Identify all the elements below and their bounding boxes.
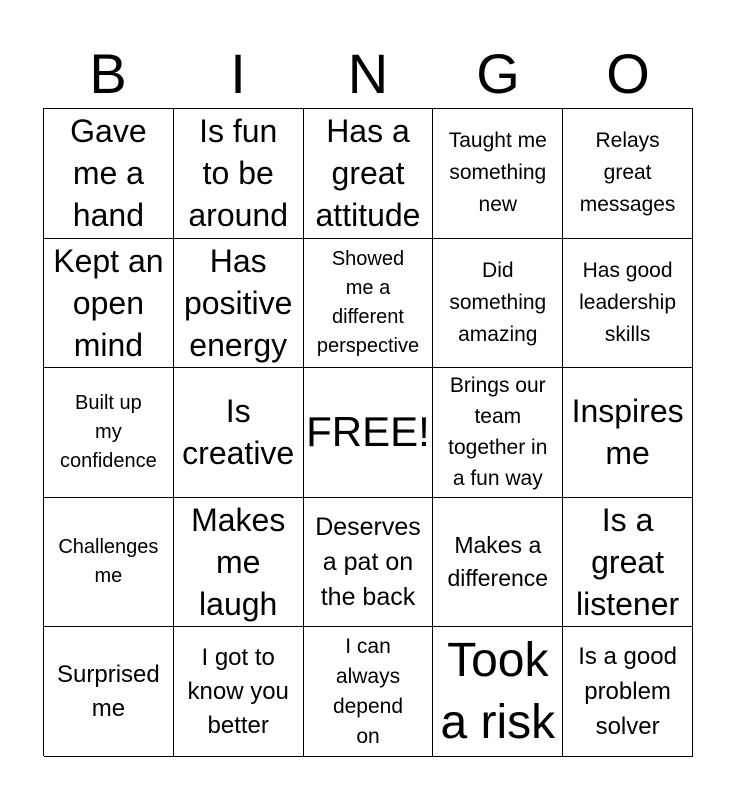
bingo-cell[interactable] xyxy=(563,627,693,757)
board-row xyxy=(44,239,693,369)
header-letter-b: B xyxy=(89,42,127,105)
cell-text: Makes me laugh xyxy=(191,502,286,623)
cell-text: Took a risk xyxy=(440,633,556,749)
cell-text: Deserves a pat on the back xyxy=(315,512,421,611)
cell-text: Is fun to be around xyxy=(188,113,289,234)
bingo-cell[interactable] xyxy=(174,239,304,369)
bingo-cell[interactable] xyxy=(174,109,304,239)
cell-text: Makes a difference xyxy=(447,532,549,592)
bingo-cell[interactable] xyxy=(304,109,434,239)
cell-text: Is a good problem solver xyxy=(578,643,677,741)
bingo-cell[interactable] xyxy=(563,239,693,369)
bingo-cell[interactable] xyxy=(433,498,563,628)
board-row xyxy=(44,368,693,498)
free-space[interactable] xyxy=(304,368,434,498)
bingo-cell[interactable] xyxy=(44,239,174,369)
cell-text: Showed me a different perspective xyxy=(316,247,420,357)
bingo-cell[interactable] xyxy=(563,368,693,498)
bingo-cell[interactable] xyxy=(174,498,304,628)
cell-text: Inspires me xyxy=(571,393,684,472)
cell-text: FREE! xyxy=(306,408,430,456)
board-row xyxy=(44,498,693,628)
bingo-cell[interactable] xyxy=(433,368,563,498)
bingo-cell[interactable] xyxy=(44,109,174,239)
cell-text: Built up my confidence xyxy=(60,391,157,472)
cell-text: I got to know you better xyxy=(187,643,289,739)
cell-text: Is a great listener xyxy=(576,502,680,623)
bingo-cell[interactable] xyxy=(174,627,304,757)
board-row xyxy=(44,109,693,239)
bingo-cell[interactable] xyxy=(563,109,693,239)
bingo-cell[interactable] xyxy=(44,627,174,757)
bingo-cell[interactable] xyxy=(304,498,434,628)
bingo-cell[interactable] xyxy=(174,368,304,498)
bingo-cell[interactable] xyxy=(304,239,434,369)
cell-text: Relays great messages xyxy=(579,129,676,217)
bingo-cell[interactable] xyxy=(563,498,693,628)
cell-text: Surprised me xyxy=(57,660,160,722)
header-letter-n: N xyxy=(347,42,389,105)
cell-text: I can always depend on xyxy=(332,634,404,748)
bingo-cell[interactable] xyxy=(304,627,434,757)
bingo-cell[interactable] xyxy=(433,627,563,757)
cell-text: Did something amazing xyxy=(449,258,547,346)
cell-text: Has good leadership skills xyxy=(579,258,677,346)
bingo-cell[interactable] xyxy=(433,239,563,369)
header-letter-i: I xyxy=(230,42,246,105)
cell-text: Brings our team together in a fun way xyxy=(448,374,548,491)
cell-text: Challenges me xyxy=(58,536,159,588)
cell-text: Gave me a hand xyxy=(70,113,147,234)
cell-text: Taught me something new xyxy=(448,129,547,217)
header-letter-g: G xyxy=(476,42,520,105)
cell-text: Has positive energy xyxy=(183,242,293,363)
board-row xyxy=(44,627,693,757)
cell-text: Is creative xyxy=(182,393,295,472)
bingo-cell[interactable] xyxy=(44,498,174,628)
bingo-header xyxy=(43,40,693,108)
cell-text: Has a great attitude xyxy=(315,113,421,234)
bingo-cell[interactable] xyxy=(44,368,174,498)
bingo-board xyxy=(43,108,693,756)
bingo-cell[interactable] xyxy=(433,109,563,239)
header-letter-o: O xyxy=(606,42,650,105)
cell-text: Kept an open mind xyxy=(53,242,164,363)
